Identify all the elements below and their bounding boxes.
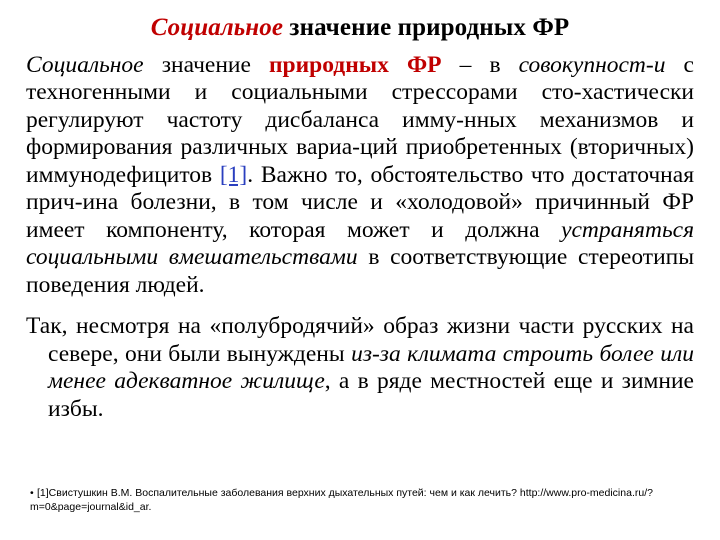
paragraph-one-seg7: . Важно то, обстоятельство что достаточная прич-ина болезни, в том числе и «холодовой» причинный ФР имеет компоненту, которая может и должна xyxy=(26,161,695,243)
page-title xyxy=(0,14,720,42)
footnote-bullet: • xyxy=(30,487,34,499)
paragraph-one-seg6: с техногенными и социальными стрессорами сто-хастически регулируют частоту дисбаланса имму-нных механизмов и формирования различных вариа-ций приобретенных (вторичных) иммунодефицитов xyxy=(26,52,694,188)
paragraph-one xyxy=(26,52,694,299)
slide-body xyxy=(26,52,694,431)
paragraph-one-seg8: устраняться социальными вмешательствами xyxy=(26,216,694,271)
paragraph-one-seg5: совокупност-и xyxy=(518,52,666,78)
paragraph-one-seg9: в соответствующие стереотипы поведения людей. xyxy=(26,244,695,298)
page-title-rest: значение природных ФР xyxy=(283,14,570,41)
footnote-reference-link[interactable]: [1] xyxy=(219,161,248,188)
paragraph-one-seg2: значение xyxy=(143,52,270,78)
paragraph-two xyxy=(26,313,694,423)
paragraph-two-seg1: Так, несмотря на «полубродячий» образ жизни части русских на севере, они были вынуждены xyxy=(26,313,694,367)
paragraph-two-seg3: , а в ряде местностей еще и зимние избы. xyxy=(48,368,694,422)
footnote-text: [1]Свистушкин В.М. Воспалительные заболевания верхних дыхательных путей: чем и как лечить? http://www.pro-medicina.ru/?m=0&page=journal&id_ar. xyxy=(30,487,653,514)
footnote xyxy=(30,486,698,514)
paragraph-two-seg2: из-за климата строить более или менее адекватное жилище xyxy=(48,340,694,395)
paragraph-one-seg1: Социальное xyxy=(26,52,144,78)
paragraph-one-seg3: природных ФР xyxy=(269,52,442,78)
paragraph-one-seg4: – в xyxy=(441,52,519,78)
page-title-accent: Социальное xyxy=(150,14,284,41)
